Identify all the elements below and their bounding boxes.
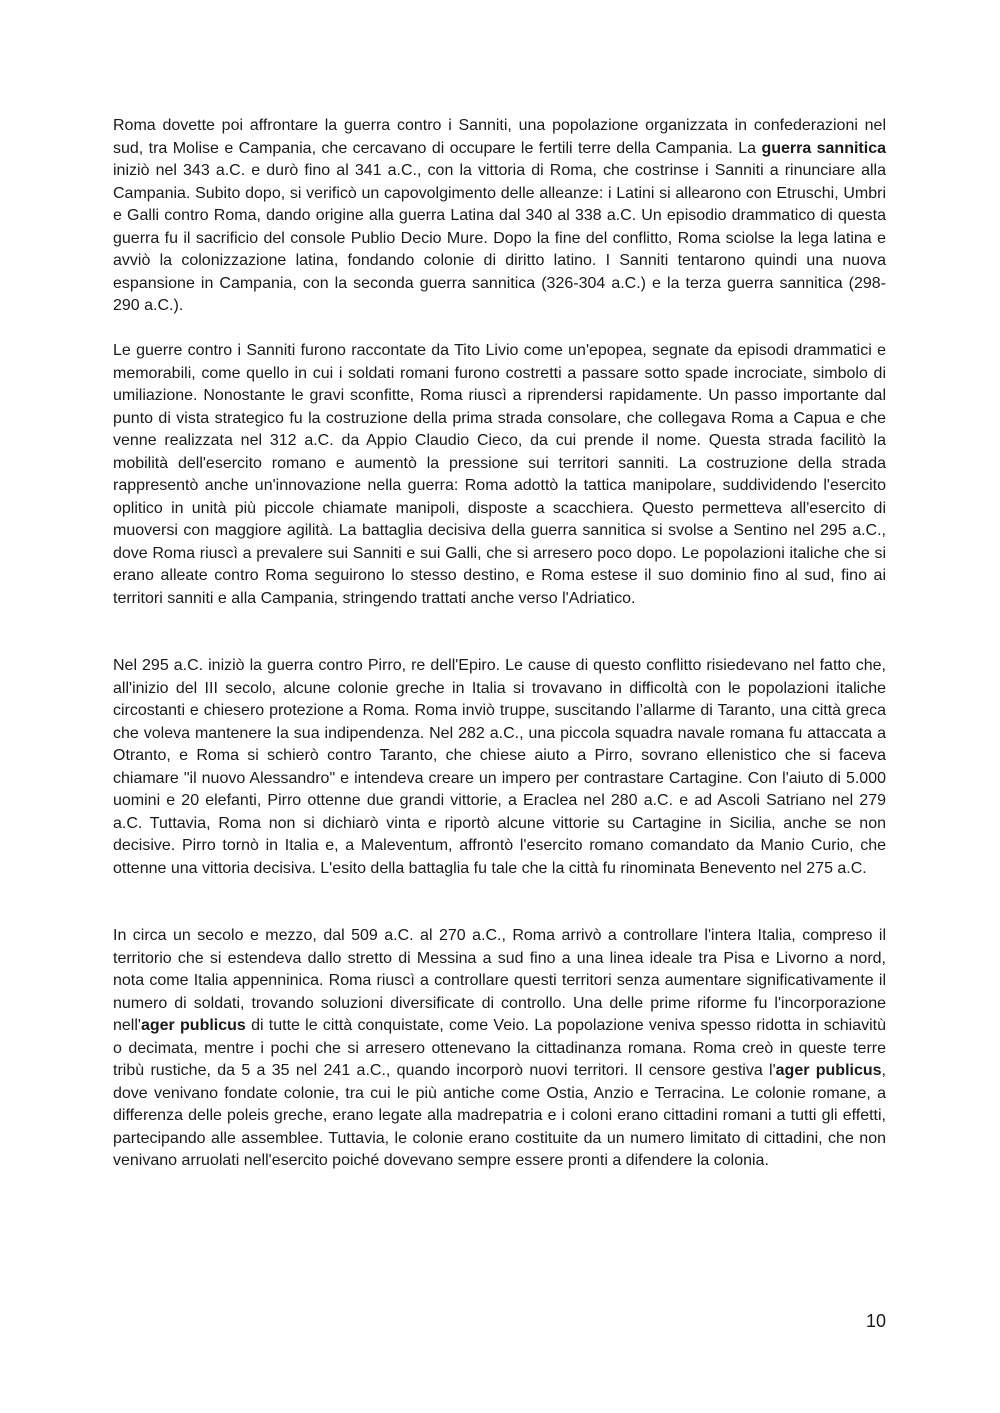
paragraph-control-of-italy (113, 925, 886, 1173)
bold-term: ager publicus (140, 1017, 246, 1034)
text-run: Roma dovette poi affrontare la guerra contro i Sanniti, una popolazione organizzata in confederazioni nel sud, tra Molise e Campania, che cercavano di occupare le fertili terre della Campania. La (113, 117, 886, 157)
text-run: iniziò nel 343 a.C. e durò fino al 341 a.C., con la vittoria di Roma, che costrinse i Sanniti a rinunciare alla Campania. Subito dopo, si verificò un capovolgimento delle alleanze: i Latini si allearono con Etruschi, Umbri e Galli contro Roma, dando origine alla guerra Latina dal 340 al 338 a.C. Un episodio drammatico di questa guerra fu il sacrificio del console Publio Decio Mure. Dopo la fine del conflitto, Roma sciolse la lega latina e avviò la colonizzazione latina, fondando colonie di diritto latino. I Sanniti tentarono quindi una nuova espansione in Campania, con la seconda guerra sannitica (326-304 a.C.) e la terza guerra sannitica (298-290 a.C.). (113, 162, 886, 314)
text-run: Nel 295 a.C. iniziò la guerra contro Pirro, re dell'Epiro. Le cause di questo conflitto risiedevano nel fatto che, all'inizio del III secolo, alcune colonie greche in Italia si trovavano in difficoltà con le popolazioni italiche circostanti e chiesero protezione a Roma. Roma inviò truppe, suscitando l’allarme di Taranto, una città greca che voleva mantenere la sua indipendenza. Nel 282 a.C., una piccola squadra navale romana fu attaccata a Otranto, e Roma si schierò contro Taranto, che chiese aiuto a Pirro, sovrano ellenistico che si faceva chiamare "il nuovo Alessandro" e intendeva creare un impero per contrastare Cartagine. Con l'aiuto di 5.000 uomini e 20 elefanti, Pirro ottenne due grandi vittorie, a Eraclea nel 280 a.C. e ad Ascoli Satriano nel 279 a.C. Tuttavia, Roma non si dichiarò vinta e riportò alcune vittorie su Cartagine in Sicilia, anche se non decisive. Pirro tornò in Italia e, a Maleventum, affrontò l'esercito romano comandato da Manio Curio, che ottenne una vittoria decisiva. L'esito della battaglia fu tale che la città fu rinominata Benevento nel 275 a.C. (113, 657, 886, 877)
text-run: In circa un secolo e mezzo, dal 509 a.C. al 270 a.C., Roma arrivò a controllare l'intera Italia, compreso il territorio che si estendeva dallo stretto di Messina a sud fino a una linea ideale tra Pisa e Livorno a nord, nota come Italia appenninica. Roma riuscì a controllare questi territori senza aumentare significativamente il numero di soldati, trovando soluzioni diversificate di controllo. Una delle prime riforme fu l'incorporazione nell' (113, 927, 886, 1034)
paragraph-livy-and-via-appia (113, 340, 886, 610)
paragraph-samnite-wars (113, 115, 886, 318)
text-run: , dove venivano fondate colonie, tra cui le più antiche come Ostia, Anzio e Terracina. Le colonie romane, a differenza delle poleis greche, erano legate alla madrepatria e i coloni erano cittadini romani a tutti gli effetti, partecipando alle assemblee. Tuttavia, le colonie erano costituite da un numero limitato di cittadini, che non venivano arruolati nell'esercito poiché dovevano sempre essere pronti a difendere la colonia. (113, 1062, 886, 1169)
bold-term: ager publicus (775, 1062, 882, 1079)
text-run: di tutte le città conquistate, come Veio. La popolazione veniva spesso ridotta in schiavitù o decimata, mentre i pochi che si arresero ottenevano la cittadinanza romana. Roma creò in queste terre tribù rustiche, da 5 a 35 nel 241 a.C., quando incorporò nuovi territori. Il censore gestiva l' (113, 1017, 886, 1079)
paragraph-pyrrhic-war (113, 655, 886, 880)
page-number: 10 (865, 1311, 886, 1331)
bold-term: guerra sannitica (761, 139, 886, 157)
text-run: Le guerre contro i Sanniti furono raccontate da Tito Livio come un'epopea, segnate da episodi drammatici e memorabili, come quello in cui i soldati romani furono costretti a passare sotto spade incrociate, simbolo di umiliazione. Nonostante le gravi sconfitte, Roma riuscì a riprendersi rapidamente. Un passo importante dal punto di vista strategico fu la costruzione della prima strada consolare, che collegava Roma a Capua e che venne realizzata nel 312 a.C. da Appio Claudio Cieco, da cui prende il nome. Questa strada facilitò la mobilità dell'esercito romano e aumentò la pressione sui territori sanniti. La costruzione della strada rappresentò anche un'innovazione nella guerra: Roma adottò la tattica manipolare, suddividendo l'esercito oplitico in unità più piccole chiamate manipoli, disposte a scacchiera. Questo permetteva all'esercito di muoversi con maggiore agilità. La battaglia decisiva della guerra sannitica si svolse a Sentino nel 295 a.C., dove Roma riuscì a prevalere sui Sanniti e sui Galli, che si arresero poco dopo. Le popolazioni italiche che si erano alleate contro Roma seguirono lo stesso destino, e Roma estese il suo dominio fino al sud, fino ai territori sanniti e alla Campania, stringendo trattati anche verso l'Adriatico. (113, 342, 886, 607)
